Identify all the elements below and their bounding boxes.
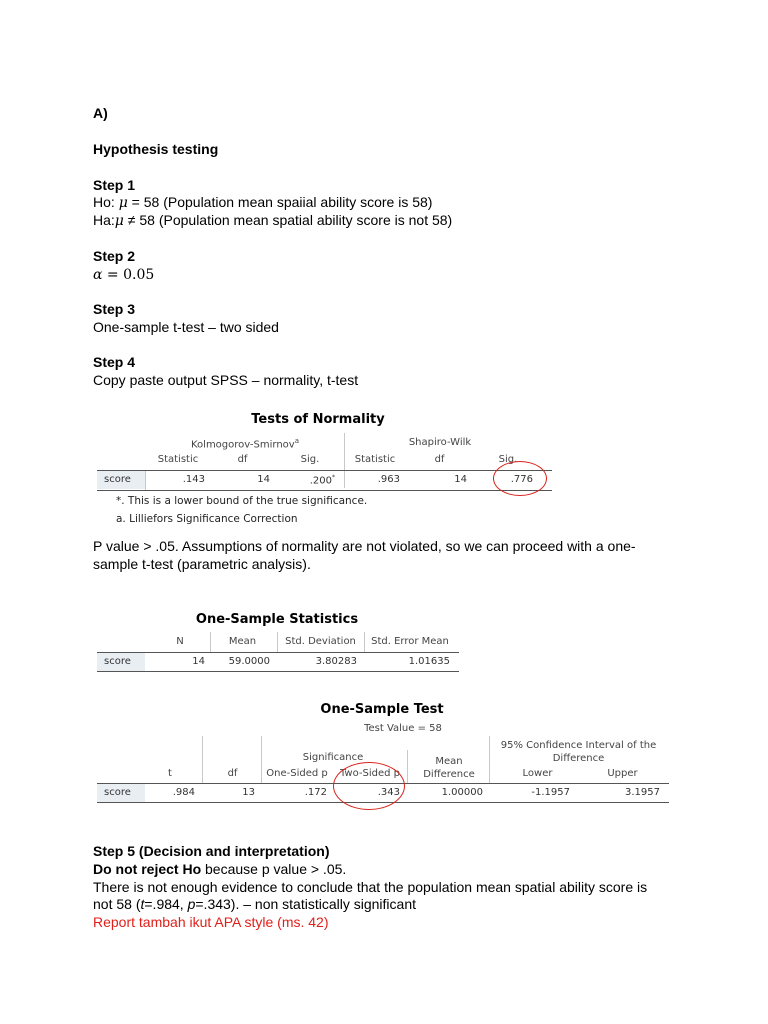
- normality-table-title: Tests of Normality: [251, 412, 385, 427]
- step5-title: Step 5 (Decision and interpretation): [93, 843, 330, 859]
- table-cell: 3.1957: [625, 787, 660, 798]
- table-cell: 1.00000: [441, 787, 483, 798]
- col-header: Upper: [607, 768, 638, 779]
- alpha-symbol: α: [93, 267, 103, 283]
- table-cell: .776: [510, 474, 533, 485]
- table-cell: 3.80283: [315, 656, 357, 667]
- step3-text: One-sample t-test – two sided: [93, 319, 279, 335]
- col-divider: [210, 632, 211, 652]
- table-cell: -1.1957: [531, 787, 570, 798]
- table-rule: [97, 490, 552, 491]
- test-value: Test Value = 58: [364, 723, 442, 734]
- footnote: a. Lilliefors Significance Correction: [116, 513, 298, 525]
- col-header: Sig.: [498, 454, 518, 465]
- col-header: Lower: [522, 768, 553, 779]
- test-table-title: One-Sample Test: [320, 702, 444, 717]
- ci-header: 95% Confidence Interval of the Difference: [500, 740, 657, 764]
- col-header: Statistic: [157, 454, 199, 465]
- col-header: Std. Deviation: [285, 636, 356, 647]
- col-header: df: [227, 768, 238, 779]
- table-cell: .963: [377, 474, 400, 485]
- table-rule: [97, 470, 552, 471]
- table-rule: [97, 671, 459, 672]
- col-divider: [202, 736, 203, 784]
- significance-header: Significance: [302, 752, 364, 763]
- highlight-circle: [493, 461, 547, 496]
- table-rule: [97, 652, 459, 653]
- step4-title: Step 4: [93, 354, 136, 370]
- col-header: Sig.: [300, 454, 320, 465]
- alt-hypothesis: Ha:μ ≠ 58 (Population mean spatial ability score is not 58): [93, 212, 453, 229]
- col-header: df: [434, 454, 445, 465]
- col-divider: [489, 736, 490, 784]
- col-header: One-Sided p: [266, 768, 328, 779]
- ks-group-header: Kolmogorov-Smirnov$^a$: [190, 437, 300, 451]
- heading: Hypothesis testing: [93, 141, 219, 157]
- col-divider: [407, 750, 408, 784]
- table-cell: 14: [257, 474, 270, 485]
- col-header: Statistic: [354, 454, 396, 465]
- table-cell: 1.01635: [408, 656, 450, 667]
- table-cell: 13: [242, 787, 255, 798]
- normality-conclusion: P value > .05. Assumptions of normality are not violated, so we can proceed with a one- sample t-test (parametric analysis).: [93, 538, 636, 572]
- mean-diff-header: Mean Difference: [423, 756, 475, 780]
- col-header: df: [237, 454, 248, 465]
- interpretation-line1: There is not enough evidence to conclude that the population mean spatial ability score is: [93, 879, 648, 895]
- col-header: Two-Sided p: [339, 768, 401, 779]
- row-header: score: [97, 471, 145, 489]
- col-header: N: [176, 636, 184, 647]
- col-header: Mean: [228, 636, 257, 647]
- decision: Do not reject Ho because p value > .05.: [93, 861, 347, 877]
- table-cell: .172: [304, 787, 327, 798]
- row-header: score: [97, 784, 145, 802]
- interpretation-line2: not 58 (t=.984, p=.343). – non statistically significant: [93, 896, 416, 912]
- table-cell: 14: [454, 474, 467, 485]
- row-header: score: [97, 653, 145, 671]
- alpha-level: α = 0.05: [93, 267, 155, 283]
- step3-title: Step 3: [93, 301, 136, 317]
- mu-symbol: μ: [114, 213, 124, 229]
- sw-group-header: Shapiro-Wilk: [408, 437, 472, 448]
- apa-note: Report tambah ikut APA style (ms. 42): [93, 914, 329, 930]
- stats-table-title: One-Sample Statistics: [195, 612, 359, 627]
- step2-title: Step 2: [93, 248, 136, 264]
- table-cell: 14: [192, 656, 205, 667]
- section-label: A): [93, 105, 108, 121]
- step1-title: Step 1: [93, 177, 136, 193]
- table-cell-sig: .200*: [309, 474, 335, 487]
- footnote: *. This is a lower bound of the true significance.: [116, 495, 368, 507]
- row-divider: [145, 471, 146, 490]
- table-cell: .343: [377, 787, 400, 798]
- null-hypothesis: Ho: μ = 58 (Population mean spaiial ability score is 58): [93, 194, 433, 211]
- table-cell: .143: [182, 474, 205, 485]
- table-cell: 59.0000: [228, 656, 270, 667]
- col-divider: [364, 632, 365, 652]
- col-divider: [277, 632, 278, 652]
- table-cell: .984: [172, 787, 195, 798]
- mu-symbol: μ: [118, 195, 128, 211]
- step4-text: Copy paste output SPSS – normality, t-test: [93, 372, 359, 388]
- highlight-circle: [333, 762, 405, 810]
- col-header: Std. Error Mean: [371, 636, 449, 647]
- col-header: t: [168, 768, 172, 779]
